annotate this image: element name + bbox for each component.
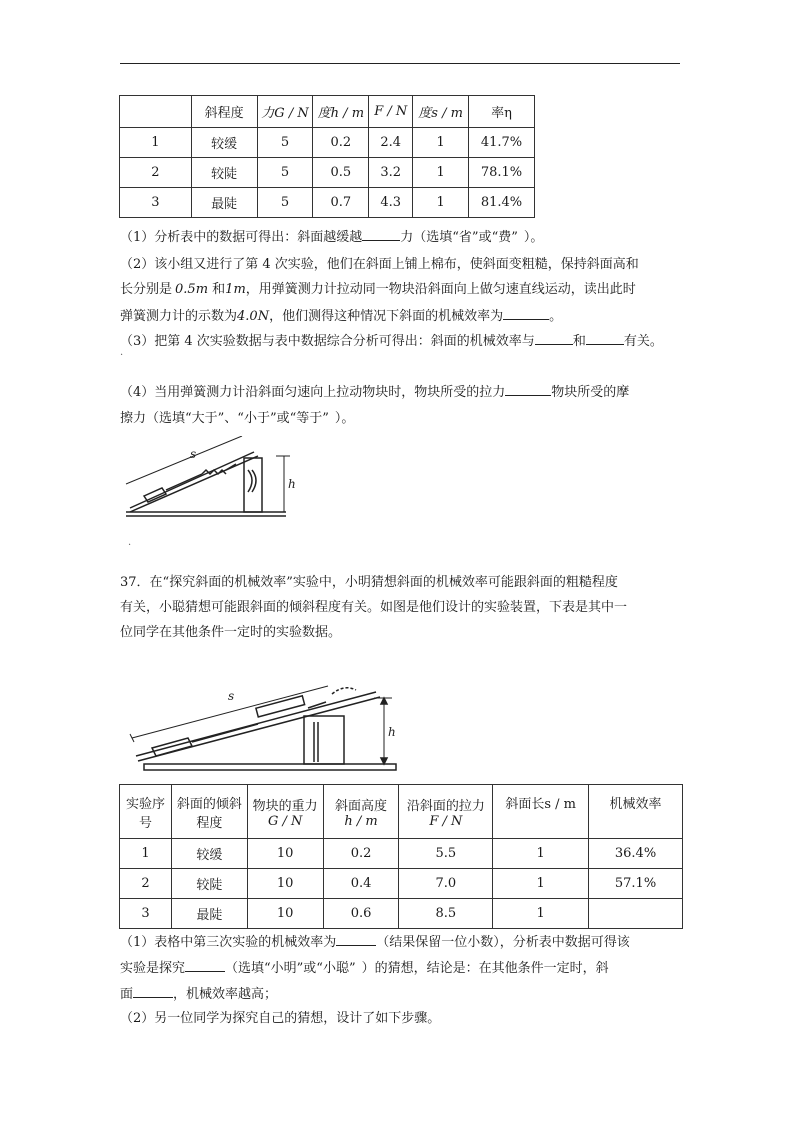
text: 和 (208, 282, 226, 297)
table-cell: 10 (247, 899, 323, 929)
header-text: 物块的重力 (252, 798, 318, 814)
header-text: 号 (138, 815, 152, 831)
text: ，用弹簧测力计拉动同一物块沿斜面向上做匀速直线运动，读出此时 (245, 282, 636, 297)
header-cell: 度s / m (413, 96, 469, 128)
header-cell (323, 785, 399, 839)
table-cell: 5 (257, 128, 313, 158)
table-cell: 10 (247, 839, 323, 869)
text: （1）分析表中的数据可得出：斜面越缓越 (120, 230, 363, 245)
header-text: h / m (344, 813, 378, 829)
table-cell: 0.4 (323, 869, 399, 899)
incline-figure-2 (118, 664, 408, 776)
header-text: 程度 (196, 815, 223, 831)
header-cell (120, 96, 192, 128)
text: 物块所受的摩 (551, 385, 630, 400)
answer-blank (535, 331, 573, 345)
answer-blank (505, 382, 551, 396)
table-cell: 5 (257, 158, 313, 188)
answer-blank (503, 306, 549, 320)
table-header-row (120, 96, 535, 128)
table-cell: 0.2 (323, 839, 399, 869)
header-cell: 率η (469, 96, 535, 128)
header-cell (399, 785, 493, 839)
header-cell: F / N (369, 96, 413, 128)
header-text: 实验序 (125, 796, 165, 812)
answer-blank (586, 331, 624, 345)
table-cell: 5 (257, 188, 313, 218)
value-text: 4.0N (237, 309, 270, 324)
text: ）。 (334, 411, 355, 426)
table-cell: 0.7 (313, 188, 369, 218)
q36-part2-line1 (120, 256, 639, 274)
table-cell: 0.5 (313, 158, 369, 188)
q36-part4-line2 (120, 410, 354, 428)
table-cell: 0.6 (323, 899, 399, 929)
header-text: 沿斜面的拉力 (406, 798, 485, 814)
table-cell: 3 (120, 188, 192, 218)
q37-part1-line2 (120, 958, 609, 978)
text: ，他们测得这种情况下斜面的机械效率为 (269, 309, 504, 324)
table-row (120, 128, 535, 158)
label-h: h (388, 725, 396, 739)
table-cell: 57.1% (589, 869, 683, 899)
table-cell: 较陡 (171, 869, 247, 899)
table-cell: 1 (413, 158, 469, 188)
q36-part4-line1 (120, 382, 629, 402)
q36-part2-line2 (120, 281, 636, 299)
answer-blank (336, 932, 376, 946)
dot-mark: · (128, 540, 132, 551)
header-cell: 机械效率 (589, 785, 683, 839)
table-cell: 10 (247, 869, 323, 899)
label-s: s (228, 689, 235, 703)
q37-line3 (120, 624, 341, 642)
text: 。 (549, 309, 563, 324)
header-cell: 度h / m (313, 96, 369, 128)
table-row (120, 869, 683, 899)
q37-part1-line1 (120, 932, 630, 952)
text: （4）当用弹簧测力计沿斜面匀速向上拉动物块时，物块所受的拉力 (120, 385, 506, 400)
answer-blank (185, 958, 225, 972)
text: 力（选填“省”或“费” (400, 230, 518, 245)
table-cell: 较缓 (171, 839, 247, 869)
text: ）。 (523, 230, 544, 245)
text: （2）该小组又进行了第 4 次实验，他们在斜面上铺上棉布，使斜面变粗糙，保持斜面高和 (120, 257, 639, 272)
table-cell: 1 (120, 128, 192, 158)
table-cell: 2 (120, 158, 192, 188)
text: 37．在“探究斜面的机械效率”实验中，小明猜想斜面的机械效率可能跟斜面的粗糙程度 (120, 575, 618, 590)
table-cell: 7.0 (399, 869, 493, 899)
text: （选填“小明”或“小聪” (225, 961, 356, 976)
table-cell: 较缓 (191, 128, 257, 158)
text: 有关，小聪猜想可能跟斜面的倾斜程度有关。如图是他们设计的实验装置，下表是其中一 (120, 600, 628, 615)
table-cell: 1 (493, 869, 589, 899)
answer-blank (133, 984, 173, 998)
text: 擦力（选填“大于”、“小于”或“等于” (120, 411, 329, 426)
q36-part2-line3 (120, 306, 562, 326)
table-cell: 1 (120, 839, 172, 869)
q36-part1 (120, 227, 543, 247)
table-cell: 78.1% (469, 158, 535, 188)
header-text: F / N (429, 813, 463, 829)
dot-mark: · (120, 350, 124, 361)
table-header-row (120, 785, 683, 839)
table-cell: 5.5 (399, 839, 493, 869)
table-cell: 1 (493, 839, 589, 869)
text: ）的猜想，结论是：在其他条件一定时，斜 (361, 961, 609, 976)
header-cell (247, 785, 323, 839)
text: （结果保留一位小数），分析表中数据可得该 (376, 935, 630, 950)
header-cell: 斜程度 (191, 96, 257, 128)
label-s: s (190, 447, 197, 461)
table-cell: 最陡 (171, 899, 247, 929)
text: （3）把第 4 次实验数据与表中数据综合分析可得出：斜面的机械效率与 (120, 334, 535, 349)
table-cell (589, 899, 683, 929)
q37-line2 (120, 599, 627, 617)
header-text: 斜面高度 (335, 798, 388, 814)
data-table-2 (119, 784, 683, 929)
table-cell: 81.4% (469, 188, 535, 218)
text: 弹簧测力计的示数为 (120, 309, 238, 324)
table-cell: 41.7% (469, 128, 535, 158)
text: （2）另一位同学为探究自己的猜想，设计了如下步骤。 (120, 1011, 441, 1026)
header-cell (120, 785, 172, 839)
table-cell: 0.2 (313, 128, 369, 158)
text: 实验是探究 (120, 961, 186, 976)
header-cell: 斜面长s / m (493, 785, 589, 839)
text: 长分别是 (120, 282, 173, 297)
table-cell: 2.4 (369, 128, 413, 158)
q37-line1 (120, 574, 618, 592)
table-cell: 1 (493, 899, 589, 929)
table-cell: 36.4% (589, 839, 683, 869)
text: 和 (572, 334, 586, 349)
table-cell: 3.2 (369, 158, 413, 188)
table-cell: 1 (413, 188, 469, 218)
q37-part2 (120, 1010, 440, 1028)
header-text: 斜面的倾斜 (176, 796, 242, 812)
answer-blank (362, 227, 400, 241)
header-rule (120, 63, 680, 64)
value-text: 0.5m (175, 282, 209, 297)
header-cell: 力G / N (257, 96, 313, 128)
table-cell: 2 (120, 869, 172, 899)
table-row (120, 839, 683, 869)
table-row (120, 158, 535, 188)
q37-part1-line3 (120, 984, 277, 1004)
value-text: 1m (225, 282, 246, 297)
header-cell (171, 785, 247, 839)
incline-figure-1 (118, 436, 308, 528)
table-row (120, 899, 683, 929)
label-h: h (288, 477, 296, 491)
text: 有关。 (623, 334, 663, 349)
table-cell: 较陡 (191, 158, 257, 188)
table-cell: 8.5 (399, 899, 493, 929)
header-text: G / N (267, 813, 303, 829)
table-cell: 最陡 (191, 188, 257, 218)
data-table-1 (119, 95, 535, 218)
table-cell: 1 (413, 128, 469, 158)
text: 位同学在其他条件一定时的实验数据。 (120, 625, 342, 640)
text: 面 (120, 987, 134, 1002)
text: （1）表格中第三次实验的机械效率为 (120, 935, 337, 950)
table-cell: 4.3 (369, 188, 413, 218)
table-cell: 3 (120, 899, 172, 929)
table-row (120, 188, 535, 218)
q36-part3 (120, 331, 663, 351)
text: ，机械效率越高； (173, 987, 278, 1002)
